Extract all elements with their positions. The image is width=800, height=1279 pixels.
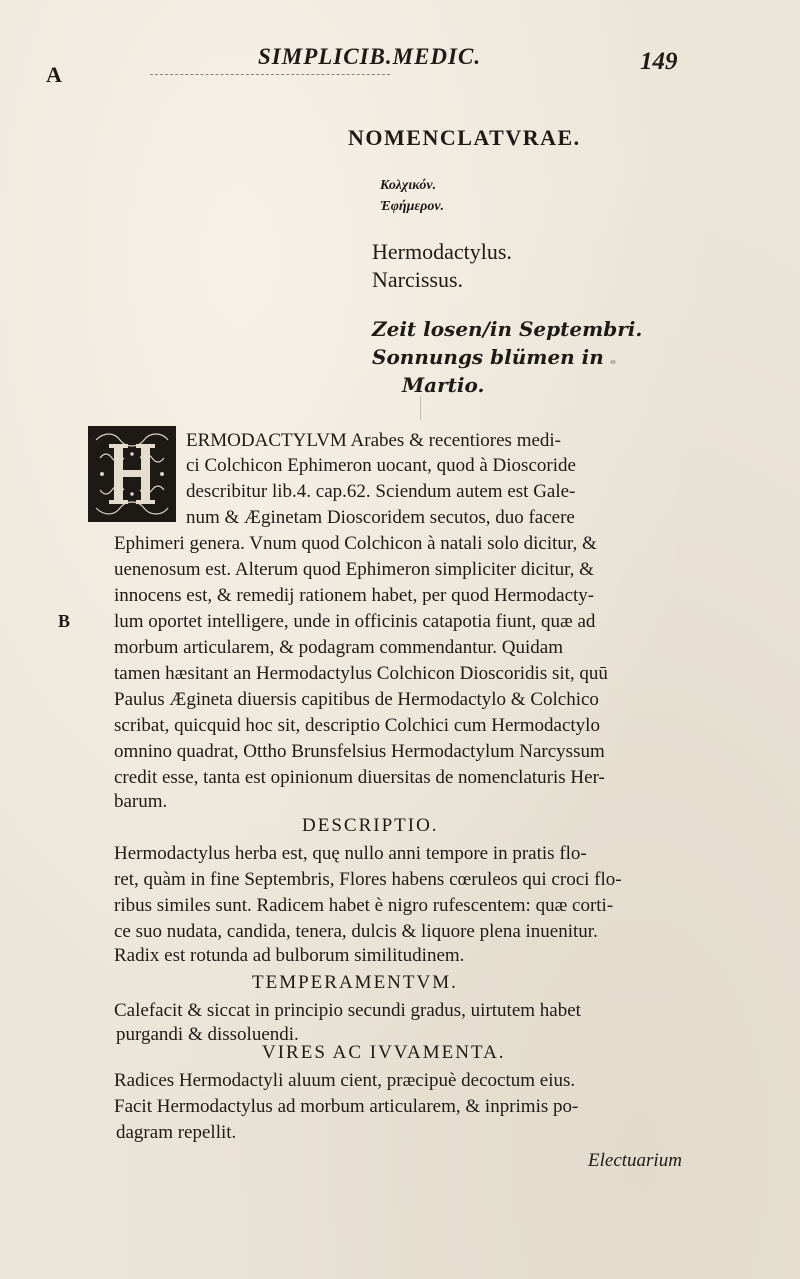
decorated-initial-h (88, 426, 176, 522)
body-line: num & Æginetam Dioscoridem secutos, duo facere (186, 507, 575, 528)
vires-line: Facit Hermodactylus ad morbum articularem, & inprimis po- (114, 1096, 579, 1117)
body-line: scribat, quicquid hoc sit, descriptio Colchici cum Hermodactylo (114, 715, 600, 736)
catchword: Electuarium (588, 1150, 682, 1171)
section-heading-vires: VIRES AC IVVAMENTA. (262, 1042, 506, 1063)
paper-speck (420, 396, 421, 420)
vires-line: dagram repellit. (116, 1122, 237, 1143)
body-line: innocens est, & remedij rationem habet, per quod Hermodacty- (114, 585, 595, 606)
running-head: SIMPLICIB.MEDIC. (258, 44, 482, 69)
descriptio-line: ribus similes sunt. Radicem habet è nigro rufescentem: quæ corti- (114, 895, 614, 916)
margin-letter-a: A (46, 62, 62, 87)
body-line: lum oportet intelligere, unde in officinis catapotia fiunt, quæ ad (114, 611, 596, 632)
body-line: tamen hæsitant an Hermodactylus Colchicon Dioscoridis sit, quū (114, 663, 608, 684)
section-heading-descriptio: DESCRIPTIO. (302, 815, 439, 836)
temperamentum-line: Calefacit & siccat in principio secundi gradus, uirtutem habet (114, 1000, 581, 1021)
body-line: describitur lib.4. cap.62. Sciendum autem est Gale- (186, 481, 576, 502)
descriptio-line: Hermodactylus herba est, quę nullo anni tempore in pratis flo- (114, 843, 587, 864)
body-line: ci Colchicon Ephimeron uocant, quod à Dioscoride (186, 455, 576, 476)
latin-name: Narcissus. (372, 267, 464, 292)
body-line: omnino quadrat, Ottho Brunsfelsius Hermodactylum Narcyssum (114, 741, 605, 762)
paper-speck (610, 360, 616, 364)
descriptio-line: ce suo nudata, candida, tenera, dulcis & liquore plena inuenitur. (114, 921, 598, 942)
body-line: credit esse, tanta est opinionum diuersitas de nomenclaturis Her- (114, 767, 605, 788)
body-line: ERMODACTYLVM Arabes & recentiores medi- (186, 430, 562, 451)
body-line: barum. (114, 791, 168, 812)
german-name: Martio. (402, 373, 485, 397)
latin-name: Hermodactylus. (372, 239, 512, 264)
greek-name: Ἐφήμερον. (380, 199, 445, 214)
header-rule (150, 74, 390, 75)
temperamentum-line: purgandi & dissoluendi. (116, 1024, 299, 1045)
descriptio-line: Radix est rotunda ad bulborum similitudinem. (114, 945, 465, 966)
greek-name: Κολχικόν. (380, 178, 437, 193)
descriptio-line: ret, quàm in fine Septembris, Flores habens cœruleos qui croci flo- (114, 869, 622, 890)
body-line: Paulus Ægineta diuersis capitibus de Hermodactylo & Colchico (114, 689, 599, 710)
margin-letter-b: B (58, 611, 71, 631)
german-name: Zeit losen/in Septembri. (372, 317, 643, 341)
section-heading-temperamentum: TEMPERAMENTVM. (252, 972, 458, 993)
section-title: NOMENCLATVRAE. (348, 125, 581, 150)
vires-line: Radices Hermodactyli aluum cient, præcipuè decoctum eius. (114, 1070, 576, 1091)
body-line: uenenosum est. Alterum quod Ephimeron simpliciter dicitur, & (114, 559, 594, 580)
german-name: Sonnungs blümen in (372, 345, 604, 369)
decorated-initial-h-icon (90, 428, 174, 520)
body-line: morbum articularem, & podagram commendantur. Quidam (114, 637, 564, 658)
body-line: Ephimeri genera. Vnum quod Colchicon à natali solo dicitur, & (114, 533, 597, 554)
page-number: 149 (640, 48, 678, 75)
